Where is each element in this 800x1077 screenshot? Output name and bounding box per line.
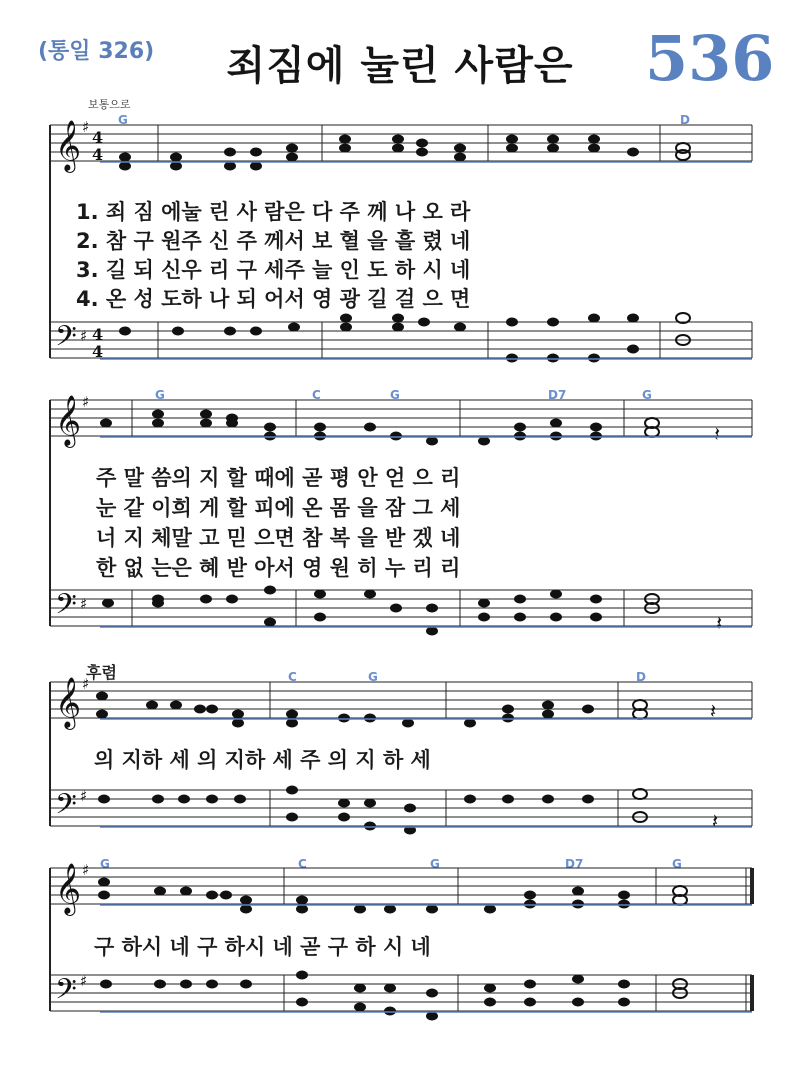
chord-symbol: D xyxy=(636,670,646,684)
chord-symbol: G xyxy=(430,857,440,871)
chord-symbol: D xyxy=(680,113,690,127)
chord-symbol: C xyxy=(312,388,321,402)
svg-text:𝄢: 𝄢 xyxy=(55,788,77,828)
svg-text:𝄽: 𝄽 xyxy=(716,611,723,635)
svg-text:𝄽: 𝄽 xyxy=(712,809,719,833)
svg-text:♯: ♯ xyxy=(82,118,90,136)
hymn-title: 죄짐에 눌린 사람은 xyxy=(226,43,574,89)
svg-text:♯: ♯ xyxy=(80,327,88,345)
bass-staff-4 xyxy=(50,975,752,1011)
treble-staff-4 xyxy=(50,868,752,904)
svg-text:𝄢: 𝄢 xyxy=(55,320,77,360)
svg-text:♯: ♯ xyxy=(82,675,90,693)
svg-text:𝄽: 𝄽 xyxy=(714,422,721,446)
lyric-line: 1. 죄 짐 에눌 린 사 람은 다 주 께 나 오 라 xyxy=(76,200,471,224)
svg-text:4: 4 xyxy=(92,325,104,344)
svg-text:♯: ♯ xyxy=(80,595,88,613)
chord-symbol: D7 xyxy=(548,388,567,402)
chord-symbol: D7 xyxy=(565,857,584,871)
chord-symbol: G xyxy=(642,388,652,402)
lyric-line: 4. 온 성 도하 나 되 어서 영 광 길 걸 으 면 xyxy=(76,287,471,311)
lyric-line: 한 없 는은 혜 받 아서 영 원 히 누 리 리 xyxy=(96,556,461,580)
chord-symbol: G xyxy=(672,857,682,871)
chord-symbol: G xyxy=(100,857,110,871)
lyric-line: 눈 같 이희 게 할 피에 온 몸 을 잠 그 세 xyxy=(96,496,461,520)
hymn-number-ref: (통일 326) xyxy=(38,39,155,64)
chord-symbol: G xyxy=(118,113,128,127)
svg-text:4: 4 xyxy=(92,342,104,361)
chord-symbol: C xyxy=(288,670,297,684)
lyric-line: 너 지 체말 고 믿 으면 참 복 을 받 겠 네 xyxy=(96,526,461,550)
svg-text:4: 4 xyxy=(92,128,104,147)
svg-text:𝄢: 𝄢 xyxy=(55,588,77,628)
lyric-line: 2. 참 구 원주 신 주 께서 보 혈 을 흘 렸 네 xyxy=(76,229,471,253)
chord-symbol: G xyxy=(368,670,378,684)
svg-text:♯: ♯ xyxy=(82,393,90,411)
svg-text:𝄞: 𝄞 xyxy=(55,677,82,728)
svg-text:♯: ♯ xyxy=(82,861,90,879)
hymn-number: 536 xyxy=(645,22,775,95)
svg-text:𝄞: 𝄞 xyxy=(55,863,82,914)
lyric-line: 주 말 씀의 지 할 때에 곧 평 안 얻 으 리 xyxy=(96,466,461,490)
lyric-line: 구 하시 네 구 하시 네 곧 구 하 시 네 xyxy=(94,935,431,959)
svg-text:♯: ♯ xyxy=(80,787,88,805)
svg-text:𝄞: 𝄞 xyxy=(55,120,82,171)
svg-text:♯: ♯ xyxy=(80,972,88,990)
chord-symbol: C xyxy=(298,857,307,871)
svg-text:𝄽: 𝄽 xyxy=(710,699,717,723)
treble-staff-1 xyxy=(50,125,752,161)
lyric-line: 의 지하 세 의 지하 세 주 의 지 하 세 xyxy=(94,748,431,772)
lyric-line: 3. 길 되 신우 리 구 세주 늘 인 도 하 시 네 xyxy=(76,258,471,282)
chord-symbol: G xyxy=(390,388,400,402)
svg-text:4: 4 xyxy=(92,145,104,164)
svg-text:𝄢: 𝄢 xyxy=(55,973,77,1013)
svg-text:𝄞: 𝄞 xyxy=(55,395,82,446)
chord-symbol: G xyxy=(155,388,165,402)
tempo-marking: 보통으로 xyxy=(88,98,131,111)
refrain-label: 후렴 xyxy=(86,663,117,682)
